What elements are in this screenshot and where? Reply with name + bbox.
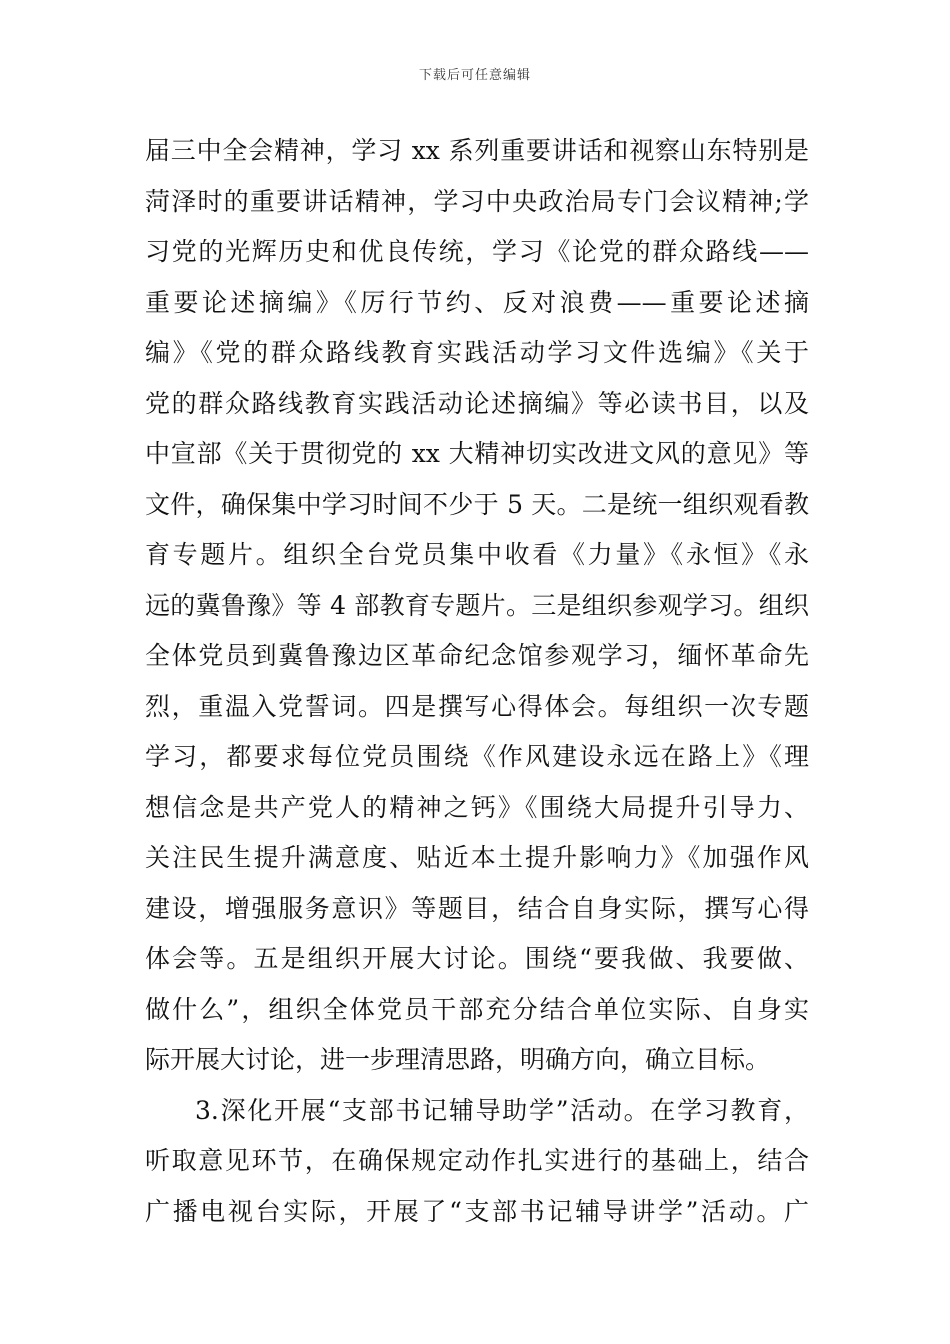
body-text xyxy=(145,126,809,1237)
paragraph-line: 文件，确保集中学习时间不少于 5 天。二是统一组织观看教 xyxy=(145,489,809,519)
paragraph-line: 广播电视台实际，开展了“支部书记辅导讲学”活动。广 xyxy=(145,1196,809,1226)
paragraph-line: 菏泽时的重要讲话精神，学习中央政治局专门会议精神;学 xyxy=(145,186,809,216)
paragraph-line: 习党的光辉历史和优良传统，学习《论党的群众路线—— xyxy=(145,237,809,266)
paragraph-line: 关注民生提升满意度、贴近本土提升影响力》《加强作风 xyxy=(145,843,809,872)
paragraph-line: 想信念是共产党人的精神之钙》《围绕大局提升引导力、 xyxy=(145,792,809,822)
page-header: 下载后可任意编辑 xyxy=(418,68,531,83)
paragraph-line-end: 际开展大讨论，进一步理清思路，明确方向，确立目标。 xyxy=(145,1045,771,1074)
paragraph-line: 做什么”，组织全体党员干部充分结合单位实际、自身实 xyxy=(145,994,809,1024)
paragraph-line: 学习，都要求每位党员围绕《作风建设永远在路上》《理 xyxy=(145,742,809,771)
paragraph-line: 烈，重温入党誓词。四是撰写心得体会。每组织一次专题 xyxy=(145,691,809,721)
paragraph-line: 中宣部《关于贯彻党的 xx 大精神切实改进文风的意见》等 xyxy=(145,439,809,468)
paragraph-line: 建设，增强服务意识》等题目，结合自身实际，撰写心得 xyxy=(145,893,809,923)
paragraph-line: 体会等。五是组织开展大讨论。围绕“要我做、我要做、 xyxy=(145,944,809,973)
paragraph-line: 远的冀鲁豫》等 4 部教育专题片。三是组织参观学习。组织 xyxy=(145,590,809,620)
paragraph-line: 届三中全会精神，学习 xx 系列重要讲话和视察山东特别是 xyxy=(145,136,809,165)
paragraph-line: 全体党员到冀鲁豫边区革命纪念馆参观学习，缅怀革命先 xyxy=(145,641,809,670)
paragraph-line: 编》《党的群众路线教育实践活动学习文件选编》《关于 xyxy=(145,338,809,367)
paragraph-line: 党的群众路线教育实践活动论述摘编》等必读书目，以及 xyxy=(145,388,809,418)
paragraph-line: 听取意见环节，在确保规定动作扎实进行的基础上，结合 xyxy=(145,1146,809,1175)
paragraph-line-indented: 3.深化开展“支部书记辅导助学”活动。在学习教育， xyxy=(195,1095,809,1125)
paragraph-line: 重要论述摘编》《厉行节约、反对浪费——重要论述摘 xyxy=(145,287,809,317)
paragraph-line: 育专题片。组织全台党员集中收看《力量》《永恒》《永 xyxy=(145,540,809,569)
